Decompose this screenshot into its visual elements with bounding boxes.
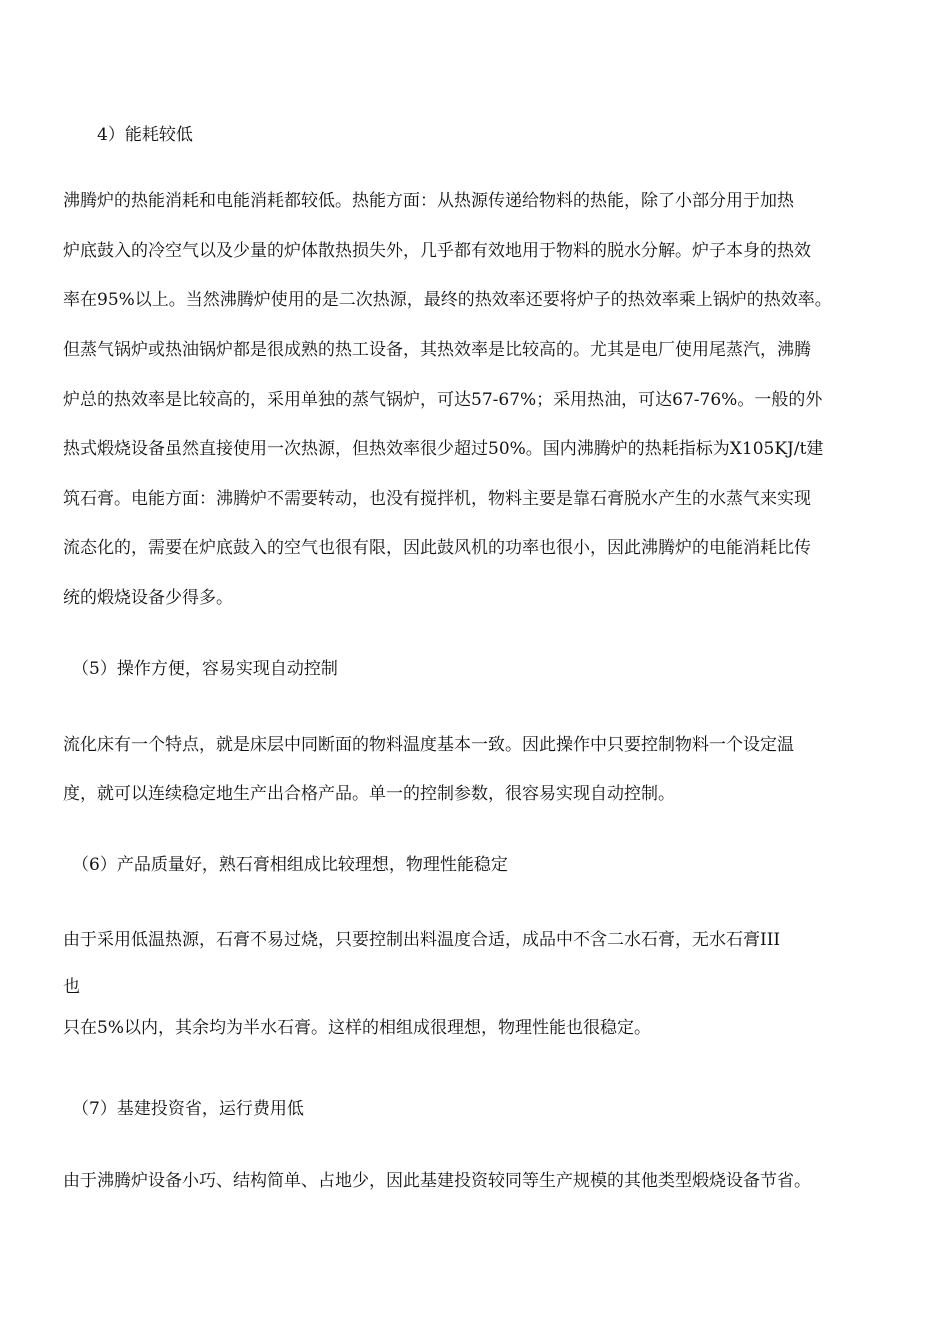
- paragraph-line: 沸腾炉的热能消耗和电能消耗都较低。热能方面：从热源传递给物料的热能，除了小部分用于加热: [63, 191, 794, 211]
- paragraph-line: 只在5%以内，其余均为半水石膏。这样的相组成很理想，物理性能也很稳定。: [63, 1018, 651, 1038]
- paragraph-line: 热式煅烧设备虽然直接使用一次热源，但热效率很少超过50%。国内沸腾炉的热耗指标为X105KJ/t建: [63, 439, 824, 459]
- paragraph-line: 流化床有一个特点，就是床层中同断面的物料温度基本一致。因此操作中只要控制物料一个设定温: [63, 735, 794, 755]
- paragraph-line: 炉总的热效率是比较高的，采用单独的蒸气锅炉，可达57-67%；采用热油，可达67-76%。一般的外: [63, 390, 823, 410]
- paragraph-line: 也: [63, 977, 80, 997]
- paragraph-line: 但蒸气锅炉或热油锅炉都是很成熟的热工设备，其热效率是比较高的。尤其是电厂使用尾蒸汽，沸腾: [63, 340, 811, 360]
- paragraph-line: 筑石膏。电能方面：沸腾炉不需要转动，也没有搅拌机，物料主要是靠石膏脱水产生的水蒸气来实现: [63, 489, 811, 509]
- paragraph-line: 由于沸腾炉设备小巧、结构简单、占地少，因此基建投资较同等生产规模的其他类型煅烧设备节省。: [63, 1171, 811, 1191]
- section-heading: （6）产品质量好，熟石膏相组成比较理想，物理性能稳定: [72, 855, 508, 875]
- paragraph-line: 炉底鼓入的冷空气以及少量的炉体散热损失外，几乎都有效地用于物料的脱水分解。炉子本身的热效: [63, 241, 811, 261]
- paragraph-line: 流态化的，需要在炉底鼓入的空气也很有限，因此鼓风机的功率也很小，因此沸腾炉的电能消耗比传: [63, 538, 811, 558]
- section-heading: （5）操作方便，容易实现自动控制: [72, 659, 338, 679]
- paragraph-line: 率在95%以上。当然沸腾炉使用的是二次热源，最终的热效率还要将炉子的热效率乘上锅炉的热效率。: [63, 290, 832, 310]
- paragraph-line: 由于采用低温热源，石膏不易过烧，只要控制出料温度合适，成品中不含二水石膏，无水石膏III: [63, 930, 781, 950]
- section-heading: 4）能耗较低: [97, 125, 193, 145]
- paragraph-line: 度，就可以连续稳定地生产出合格产品。单一的控制参数，很容易实现自动控制。: [63, 784, 675, 804]
- paragraph-line: 统的煅烧设备少得多。: [63, 588, 233, 608]
- section-heading: （7）基建投资省，运行费用低: [72, 1099, 304, 1119]
